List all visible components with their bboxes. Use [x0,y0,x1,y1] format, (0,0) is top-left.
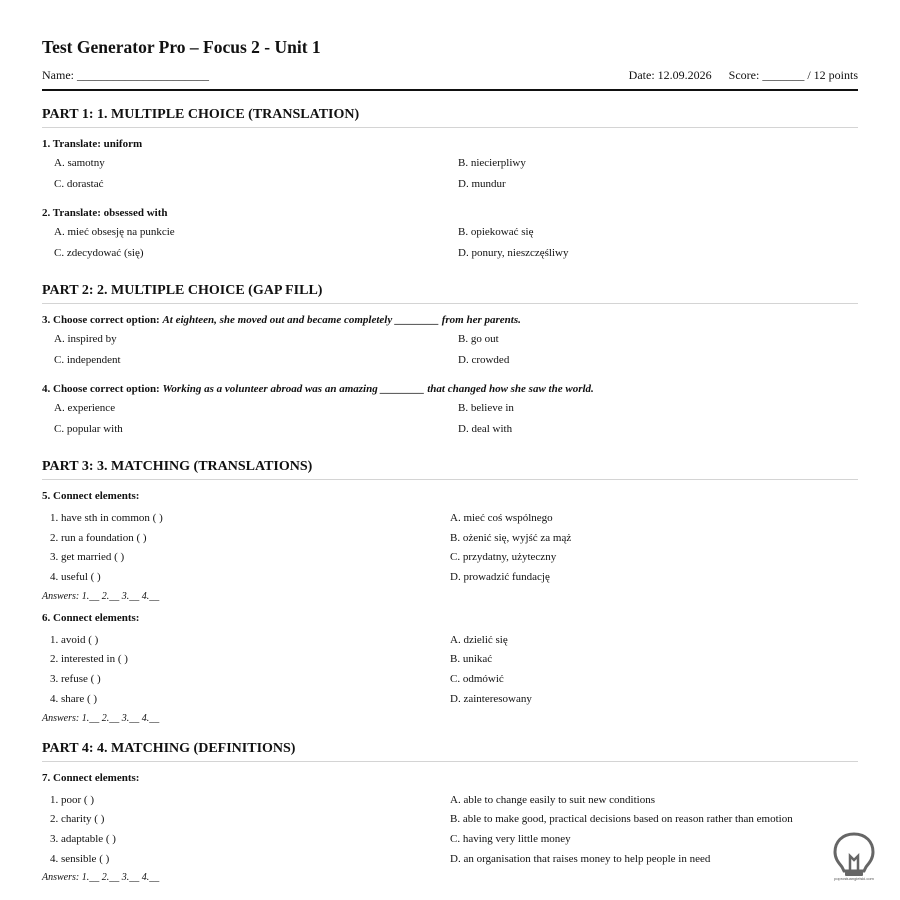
option-c: C. independent [54,354,121,366]
question-prompt [42,313,858,327]
option-a: A. inspired by [54,333,117,345]
option-b: B. go out [458,333,499,345]
option-d: D. deal with [458,423,513,435]
question-prompt: 2. Translate: obsessed with [42,207,168,219]
match-left-item: 4. sensible ( ) [50,852,110,865]
match-left-item: 3. get married ( ) [50,551,125,564]
part-title: PART 1: 1. MULTIPLE CHOICE (TRANSLATION) [42,107,360,122]
matching-grid [42,633,858,712]
option-c: C. zdecydować (się) [54,247,144,259]
part-title: PART 3: 3. MATCHING (TRANSLATIONS) [42,459,313,474]
option-b: B. believe in [458,402,514,414]
header-meta [42,68,858,82]
match-left-item: 2. interested in ( ) [50,653,128,666]
option-b: B. niecierpliwy [458,157,526,169]
part-2 [42,283,858,443]
matching-grid [42,511,858,590]
match-right-item: B. ożenić się, wyjść za mąż [450,531,572,544]
match-right-item: C. odmówić [450,673,504,686]
option-a: A. mieć obsesję na punkcie [54,226,175,238]
question-5 [42,489,858,603]
match-right-item: C. przydatny, użyteczny [450,551,557,564]
options-grid [42,401,858,443]
option-c: C. dorastać [54,178,104,190]
question-prompt [42,382,858,396]
question-prompt: 7. Connect elements: [42,771,140,784]
match-left-item: 1. have sth in common ( ) [50,512,163,524]
question-prompt: 1. Translate: uniform [42,138,143,150]
match-left-item: 2. charity ( ) [50,813,105,826]
question-7 [42,771,858,885]
match-right-item: D. zainteresowany [450,692,532,705]
header-meta-right [615,68,858,82]
option-d: D. mundur [458,178,506,190]
question-prompt: 5. Connect elements: [42,490,140,502]
question-prompt: 6. Connect elements: [42,611,140,624]
answer-line: Answers: 1.__ 2.__ 3.__ 4.__ [42,590,160,602]
part-divider [42,303,858,304]
option-a: A. samotny [54,157,105,169]
part-4 [42,741,858,885]
part-1 [42,107,858,267]
match-left-item: 1. poor ( ) [50,793,94,806]
question-prefix: 4. Choose correct option: [42,383,160,395]
match-left-item: 4. useful ( ) [50,571,101,584]
option-a: A. experience [54,402,116,414]
match-right-item: A. mieć coś wspólnego [450,512,553,524]
options-grid [42,332,858,374]
question-6 [42,611,858,725]
match-left-item: 1. avoid ( ) [50,633,99,646]
lightbulb-outline [835,834,873,871]
score-field: Score: _______ / 12 points [728,68,858,82]
name-field: Name: ______________________ [42,68,209,82]
match-left-item: 3. adaptable ( ) [50,832,116,845]
part-title: PART 2: 2. MULTIPLE CHOICE (GAP FILL) [42,283,323,298]
match-left-item: 2. run a foundation ( ) [50,531,147,544]
part-divider [42,127,858,128]
match-right-item: A. able to change easily to suit new conditions [450,793,655,806]
question-sentence: Working as a volunteer abroad was an amazing ________ that changed how she saw the world. [162,383,594,395]
options-grid [42,225,858,267]
question-4 [42,382,858,443]
lightbulb-filament [850,856,858,870]
question-3 [42,313,858,374]
part-title: PART 4: 4. MATCHING (DEFINITIONS) [42,740,296,756]
option-b: B. opiekować się [458,226,534,238]
part-divider [42,479,858,480]
question-2 [42,206,858,267]
page-title: Test Generator Pro – Focus 2 - Unit 1 [42,37,321,57]
match-right-item: D. an organisation that raises money to help people in need [450,852,711,865]
matching-grid [42,793,858,872]
match-left-item: 3. refuse ( ) [50,673,101,686]
match-right-item: D. prowadzić fundację [450,571,550,584]
answer-line: Answers: 1.__ 2.__ 3.__ 4.__ [42,872,160,884]
option-c: C. popular with [54,423,123,435]
match-right-item: C. having very little money [450,832,571,845]
part-3 [42,459,858,725]
question-prefix: 3. Choose correct option: [42,314,160,326]
match-right-item: B. able to make good, practical decisions based on reason rather than emotion [450,813,793,826]
answer-line: Answers: 1.__ 2.__ 3.__ 4.__ [42,712,160,724]
logo-text: poprostuangielski.com [834,876,874,881]
question-1 [42,137,858,198]
question-sentence: At eighteen, she moved out and became completely ________ from her parents. [162,314,521,326]
match-right-item: A. dzielić się [450,633,508,646]
option-d: D. ponury, nieszczęśliwy [458,247,569,259]
option-d: D. crowded [458,354,510,366]
match-left-item: 4. share ( ) [50,692,98,705]
part-divider [42,761,858,762]
options-grid [42,156,858,198]
header-divider [42,89,858,91]
date-field: Date: 12.09.2026 [628,68,712,82]
match-right-item: B. unikać [450,653,493,666]
